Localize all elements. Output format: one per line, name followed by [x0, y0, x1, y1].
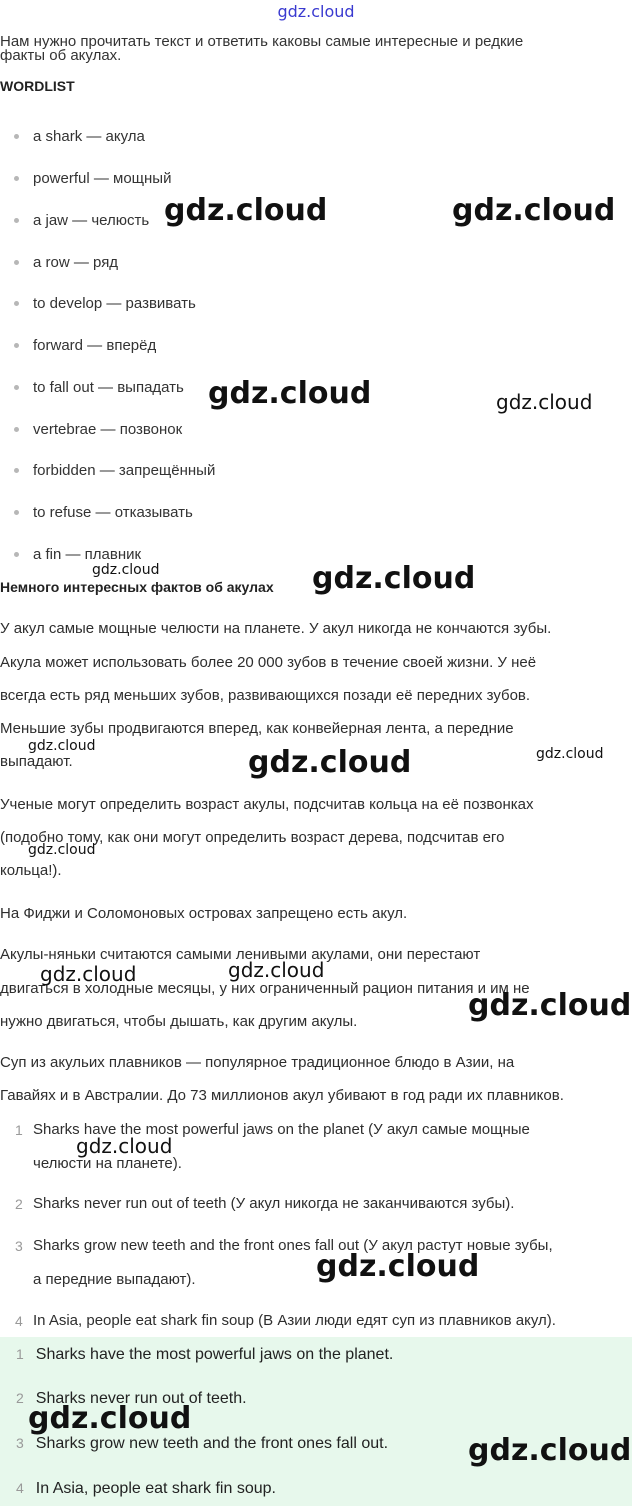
bullet-icon [14, 301, 19, 306]
wordlist-heading: WORDLIST [0, 78, 75, 94]
intro-text-cut: факты об акулах. [0, 47, 122, 64]
numbered-item-line: Sharks never run out of teeth (У акул никогда не заканчиваются зубы). [33, 1195, 515, 1212]
list-item: forward — вперёд [14, 337, 156, 354]
bullet-icon [14, 176, 19, 181]
paragraph-line: (подобно тому, как они могут определить возраст дерева, подсчитав его [0, 829, 505, 846]
watermark: gdz.cloud [92, 562, 160, 578]
item-number: 1 [15, 1122, 23, 1138]
list-item: to refuse — отказывать [14, 504, 193, 521]
bullet-icon [14, 343, 19, 348]
facts-heading: Немного интересных фактов об акулах [0, 579, 274, 595]
paragraph-line: Акула может использовать более 20 000 зубов в течение своей жизни. У неё [0, 654, 537, 671]
list-item: a jaw — челюсть [14, 212, 149, 229]
paragraph-line: Гавайях и в Австралии. До 73 миллионов акул убивают в год ради их плавников. [0, 1087, 564, 1104]
watermark: gdz.cloud [208, 376, 372, 411]
paragraph-line: Меньшие зубы продвигаются вперед, как конвейерная лента, а передние [0, 720, 514, 737]
watermark: gdz.cloud [468, 988, 632, 1023]
numbered-item-line: челюсти на планете). [33, 1155, 182, 1172]
item-number: 4 [15, 1313, 23, 1329]
site-logo: gdz.cloud [277, 2, 355, 21]
watermark: gdz.cloud [28, 842, 96, 858]
bullet-icon [14, 134, 19, 139]
watermark: gdz.cloud [76, 1134, 173, 1158]
list-item: powerful — мощный [14, 170, 171, 187]
paragraph-line: кольца!). [0, 862, 62, 879]
watermark: gdz.cloud [228, 958, 325, 982]
list-item: vertebrae — позвонок [14, 421, 182, 438]
numbered-item-line: Sharks have the most powerful jaws on the planet (У акул самые мощные [33, 1121, 530, 1138]
list-item: a shark — акула [14, 128, 145, 145]
paragraph-line: Акулы-няньки считаются самыми ленивыми акулами, они перестают [0, 946, 481, 963]
bullet-icon [14, 510, 19, 515]
watermark: gdz.cloud [316, 1249, 480, 1284]
paragraph-line: У акул самые мощные челюсти на планете. У акул никогда не кончаются зубы. [0, 620, 552, 637]
numbered-item-line: In Asia, people eat shark fin soup (В Азии люди едят суп из плавников акул). [33, 1312, 556, 1329]
paragraph-line: выпадают. [0, 753, 73, 770]
watermark: gdz.cloud [28, 1401, 192, 1436]
bullet-icon [14, 260, 19, 265]
bullet-icon [14, 552, 19, 557]
watermark: gdz.cloud [164, 193, 328, 228]
list-item: a fin — плавник [14, 546, 141, 563]
list-item: to fall out — выпадать [14, 379, 184, 396]
watermark: gdz.cloud [40, 962, 137, 986]
watermark: gdz.cloud [28, 738, 96, 754]
answer-item: 2 Sharks never run out of teeth. [16, 1390, 247, 1407]
numbered-item-line: Sharks grow new teeth and the front ones fall out (У акул растут новые зубы, [33, 1237, 553, 1254]
answer-item: 1 Sharks have the most powerful jaws on the planet. [16, 1346, 394, 1363]
item-number: 3 [15, 1238, 23, 1254]
bullet-icon [14, 218, 19, 223]
list-item: a row — ряд [14, 254, 118, 271]
intro-text: Нам нужно прочитать текст и ответить каковы самые интересные и редкие [0, 33, 524, 50]
list-item: to develop — развивать [14, 295, 196, 312]
watermark: gdz.cloud [312, 561, 476, 596]
answer-item: 3 Sharks grow new teeth and the front ones fall out. [16, 1435, 389, 1452]
list-item: forbidden — запрещённый [14, 462, 215, 479]
paragraph-line: всегда есть ряд меньших зубов, развивающихся позади её передних зубов. [0, 687, 531, 704]
bullet-icon [14, 385, 19, 390]
paragraph-line: двигаться в холодные месяцы, у них ограниченный рацион питания и им не [0, 980, 530, 997]
paragraph-line: нужно двигаться, чтобы дышать, как другим акулы. [0, 1013, 358, 1030]
item-number: 2 [15, 1196, 23, 1212]
paragraph-line: На Фиджи и Соломоновых островах запрещено есть акул. [0, 905, 408, 922]
watermark: gdz.cloud [536, 746, 604, 762]
watermark: gdz.cloud [452, 193, 616, 228]
numbered-item-line: а передние выпадают). [33, 1271, 196, 1288]
bullet-icon [14, 468, 19, 473]
answer-item: 4 In Asia, people eat shark fin soup. [16, 1480, 276, 1497]
paragraph-line: Ученые могут определить возраст акулы, подсчитав кольца на её позвонках [0, 796, 534, 813]
watermark: gdz.cloud [496, 390, 593, 414]
bullet-icon [14, 427, 19, 432]
paragraph-line: Суп из акульих плавников — популярное традиционное блюдо в Азии, на [0, 1054, 515, 1071]
watermark: gdz.cloud [248, 745, 412, 780]
watermark: gdz.cloud [468, 1433, 632, 1468]
